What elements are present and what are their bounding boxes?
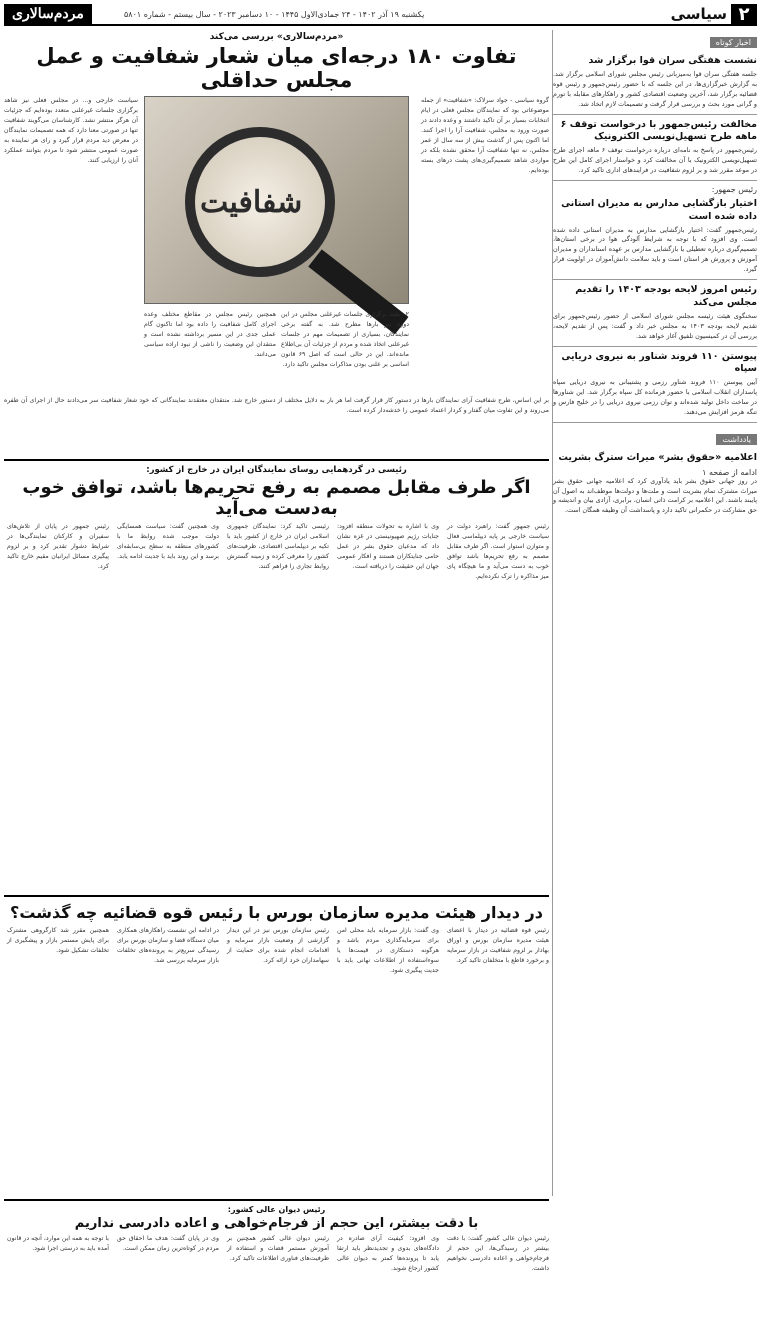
section-name: سیاسی [670,5,727,23]
newspaper-logo: مردم‌سالاری [4,4,92,24]
story1-column: گروه سیاسی - جواد سرلاک: «شفافیت» از جمله موضوعاتی بود که نمایندگان مجلس فعلی در ایام انتخابات بسیار بر آن تاکید داشتند و وعده دادند در صورت ورود به مجلس، شفافیت آرا را اجرا کنند. اما اکنون پس از گذشت بیش از سه سال از عمر مجلس، نه تنها شفافیت آرا محقق نشده بلکه در مواردی شاهد تصمیم‌گیری‌های پشت درهای بسته بوده‌ایم. [421,97,549,174]
masthead [4,4,757,26]
story4-column: رئیس دیوان عالی کشور همچنین بر آموزش مستمر قضات و استفاده از ظرفیت‌های فناوری اطلاعات تاکید کرد. [227,1235,329,1263]
news-title: رئیس امروز لایحه بودجه ۱۴۰۳ را تقدیم مجلس می‌کند [575,284,757,308]
divider [553,114,757,115]
story1-column: همچنین رئیس مجلس در مقاطع مختلف وعده اجرای کامل شفافیت را داده بود اما تاکنون گام عملی جدی در این مسیر برداشته نشده است و منتقدان این وضعیت را ناشی از نبود اراده سیاسی می‌دانند. [144,311,276,358]
story4-kicker: رئیس دیوان عالی کشور: [227,1205,326,1215]
sidebar-tag: یادداشت [716,434,757,445]
story1-headline: تفاوت ۱۸۰ درجه‌ای میان شعار شفافیت و عمل مجلس حداقلی [36,44,517,93]
story1-body [4,96,549,456]
story4-headline: با دقت بیشتر، این حجم از فرجام‌خواهی و اعاده دادرسی نداریم [74,1216,479,1232]
story3-body [4,926,549,1196]
note-box [553,427,757,517]
story2-column: رئیسی تاکید کرد: نمایندگان جمهوری اسلامی ایران در خارج از کشور باید با تکیه بر دیپلماسی اقتصادی، ظرفیت‌های کشور را معرفی کرده و زمینه گسترش روابط تجاری را فراهم کنند. [227,523,329,570]
note-title: اعلامیه «حقوق بشر» میراث سترگ بشریت [558,451,757,463]
magnifier-photo [144,96,409,304]
story2-body [4,522,549,892]
news-body: سخنگوی هیئت رئیسه مجلس شورای اسلامی از حضور رئیس‌جمهور برای تقدیم لایحه بودجه ۱۴۰۳ به مجلس خبر داد و گفت: پس از تقدیم لایحه، بررسی آن در کمیسیون تلفیق آغاز خواهد شد. [553,311,757,340]
story2-column: رئیس جمهور گفت: راهبرد دولت در سیاست خارجی بر پایه دیپلماسی فعال و متوازن استوار است. اگر طرف مقابل مصمم به رفع تحریم‌ها باشد توافق خوب به دست می‌آید و ما هیچگاه پای میز مذاکره را ترک نکرده‌ایم. [447,523,549,580]
news-subtitle: رئیس جمهور: [711,184,757,194]
note-body: در روز جهانی حقوق بشر باید یادآوری کرد که اعلامیه جهانی حقوق بشر میراث مشترک تمام بشریت است و ملت‌ها و دولت‌ها موظف‌اند به اصول آن پایبند باشند. این اعلامیه بر کرامت ذاتی انسان، برابری، آزادی بیان و اندیشه و حق مشارکت در حکمرانی تاکید دارد و پاسداشت آن وظیفه همگان است. [553,476,757,515]
story3-headline: در دیدار هیئت مدیره سازمان بورس با رئیس قوه قضائیه چه گذشت؟ [10,903,543,923]
news-title: اختیار بازگشایی مدارس به مدیران استانی داده شده است [561,197,757,222]
story2-headline: اگر طرف مقابل مصمم به رفع تحریم‌ها باشد، توافق خوب به‌دست می‌آید [22,477,531,520]
story1-column: سیاست خارجی و... در مجلس فعلی نیز شاهد برگزاری جلسات غیرعلنی متعدد بوده‌ایم که جزئیات آن هرگز منتشر نشد. کارشناسان می‌گویند شفافیت تنها در صورتی معنا دارد که همه تصمیمات نمایندگان در معرض دید مردم قرار گیرد و رای هر نماینده به صورت عمومی منتشر شود تا مردم بتوانند عملکرد آنان را ارزیابی کنند. [4,97,138,164]
news-title: مخالفت رئیس‌جمهور با درخواست توقف ۶ ماهه طرح تسهیل‌نویسی الکترونیک [560,118,757,143]
page-number: ۲ [731,4,757,24]
story2-column: وی همچنین گفت: سیاست همسایگی دولت موجب شده روابط ما با کشورهای منطقه به سطح بی‌سابقه‌ای برسد و این روند باید با جدیت ادامه یابد. [117,523,219,561]
news-body: جلسه هفتگی سران قوا به‌میزبانی رئیس مجلس شورای اسلامی برگزار شد. به گزارش خبرگزاری‌ها، در این جلسه که با حضور رئیس‌جمهور و رئیس قوه قضائیه برگزار شد، آخرین وضعیت اقتصادی کشور و راهکارهای مقابله با تورم و گرانی مورد بحث و بررسی قرار گرفت و تصمیمات لازم اتخاذ شد. [553,69,757,108]
story1-column: بر این اساس، طرح شفافیت آرای نمایندگان بارها در دستور کار قرار گرفت اما هر بار به دلایل مختلف از دستور خارج شد. منتقدان معتقدند نمایندگانی که خود شعار شفافیت سر می‌دادند حال از اجرای آن طفره می‌روند و این تفاوت میان گفتار و کردار اعتماد عمومی را خدشه‌دار کرده است. [4,397,549,415]
story2-column: رئیس جمهور در پایان از تلاش‌های سفیران و کارکنان نمایندگی‌ها در شرایط دشوار تقدیر کرد و بر لزوم پیگیری مسائل ایرانیان مقیم خارج تاکید کرد. [7,523,109,570]
story2-column: وی با اشاره به تحولات منطقه افزود: جنایات رژیم صهیونیستی در غزه نشان داد که مدعیان حقوق بشر در عمل حامی جنایتکاران هستند و افکار عمومی جهان این حقیقت را دریافته است. [337,523,439,570]
news-title: پیوستن ۱۱۰ فروند شناور به نیروی دریایی سپاه [561,350,757,375]
divider [4,895,549,897]
story4-column: رئیس دیوان عالی کشور گفت: با دقت بیشتر در رسیدگی‌ها، این حجم از فرجام‌خواهی و اعاده دادرسی نخواهیم داشت. [447,1235,549,1273]
story3-column: رئیس قوه قضائیه در دیدار با اعضای هیئت مدیره سازمان بورس و اوراق بهادار بر لزوم شفافیت در بازار سرمایه و برخورد قاطع با متخلفان تاکید کرد. [447,927,549,965]
divider [4,1199,549,1201]
story1-kicker: «مردم‌سالاری» بررسی می‌کند [209,32,344,42]
divider [4,459,549,461]
story3-column: رئیس سازمان بورس نیز در این دیدار گزارشی از وضعیت بازار سرمایه و اقدامات انجام شده برای حمایت از سهامداران خرد ارائه کرد. [227,927,329,965]
news-title: نشست هفتگی سران قوا برگزار شد [588,55,757,66]
note-author: ادامه از صفحه ۱ [702,467,757,477]
photo-word: شفافیت [200,185,303,221]
news-body: رئیس‌جمهور گفت: اختیار بازگشایی مدارس به مدیران استانی داده شده است. وی افزود که با توجه به شرایط آلودگی هوا در برخی استان‌ها، تصمیم‌گیری درباره تعطیلی یا بازگشایی مدارس بر عهده استانداران و مدیران آموزش و پرورش هر استان است و باید سلامت دانش‌آموزان در اولویت قرار گیرد. [553,225,757,274]
dateline: یکشنبه ۱۹ آذر ۱۴۰۲ - ۲۴ جمادی‌الاول ۱۴۴۵ - ۱۰ دسامبر ۲۰۲۳ - سال بیستم - شماره ۵۸۰۱ [124,9,425,19]
story3-column: وی گفت: بازار سرمایه باید محلی امن برای سرمایه‌گذاری مردم باشد و هرگونه دستکاری در قیمت‌ها یا سوءاستفاده از اطلاعات نهانی باید با جدیت پیگیری شود. [337,927,439,974]
main-content [4,30,549,1273]
story2-lead: رئیسی در گردهمایی روسای نمایندگان ایران در خارج از کشور: [146,465,407,476]
story3-column: در ادامه این نشست راهکارهای همکاری میان دستگاه قضا و سازمان بورس برای رسیدگی سریع‌تر به پرونده‌های تخلفات بازار سرمایه بررسی شد. [117,927,219,965]
story4-column: وی افزود: کیفیت آرای صادره در دادگاه‌های بدوی و تجدیدنظر باید ارتقا یابد تا پرونده‌ها کمتر به دیوان عالی کشور ارجاع شوند. [337,1235,439,1273]
divider [553,180,757,181]
story3-column: همچنین مقرر شد کارگروهی مشترک برای پایش مستمر بازار و پیشگیری از تخلفات تشکیل شود. [7,927,109,955]
story4-column: وی در پایان گفت: هدف ما احقاق حق مردم در کوتاه‌ترین زمان ممکن است. [117,1235,219,1253]
story1-column: ۲- بحث برگزاری جلسات غیرعلنی مجلس در این دوره نیز بارها مطرح شد. به گفته برخی نمایندگان، بسیاری از تصمیمات مهم در جلسات غیرعلنی اتخاذ شده و مردم از جزئیات آن بی‌اطلاع مانده‌اند. این در حالی است که اصل ۶۹ قانون اساسی بر علنی بودن مذاکرات مجلس تاکید دارد. [281,311,409,368]
news-body: رئیس‌جمهور در پاسخ به نامه‌ای درباره درخواست توقف ۶ ماهه اجرای طرح تسهیل‌نویسی الکترونیک با آن مخالفت کرد و خواستار اجرای کامل این طرح در موعد مقرر شد و بر لزوم شفافیت در فرایندهای اداری تاکید کرد. [553,146,758,174]
news-body: آیین پیوستن ۱۱۰ فروند شناور رزمی و پشتیبانی به نیروی دریایی سپاه پاسداران انقلاب اسلامی با حضور فرمانده کل سپاه برگزار شد. این شناورها در ساخت داخل تولید شده‌اند و توان رزمی نیروی دریایی را در خلیج فارس و تنگه هرمز افزایش می‌دهند. [553,378,757,416]
story4-body [4,1234,549,1344]
sidebar-news [553,30,757,1196]
divider [553,422,757,423]
sidebar-tag: اخبار کوتاه [710,37,757,48]
divider [553,279,757,280]
divider [553,346,757,347]
story4-column: با توجه به همه این موارد، آنچه در قانون آمده باید به درستی اجرا شود. [7,1235,109,1253]
